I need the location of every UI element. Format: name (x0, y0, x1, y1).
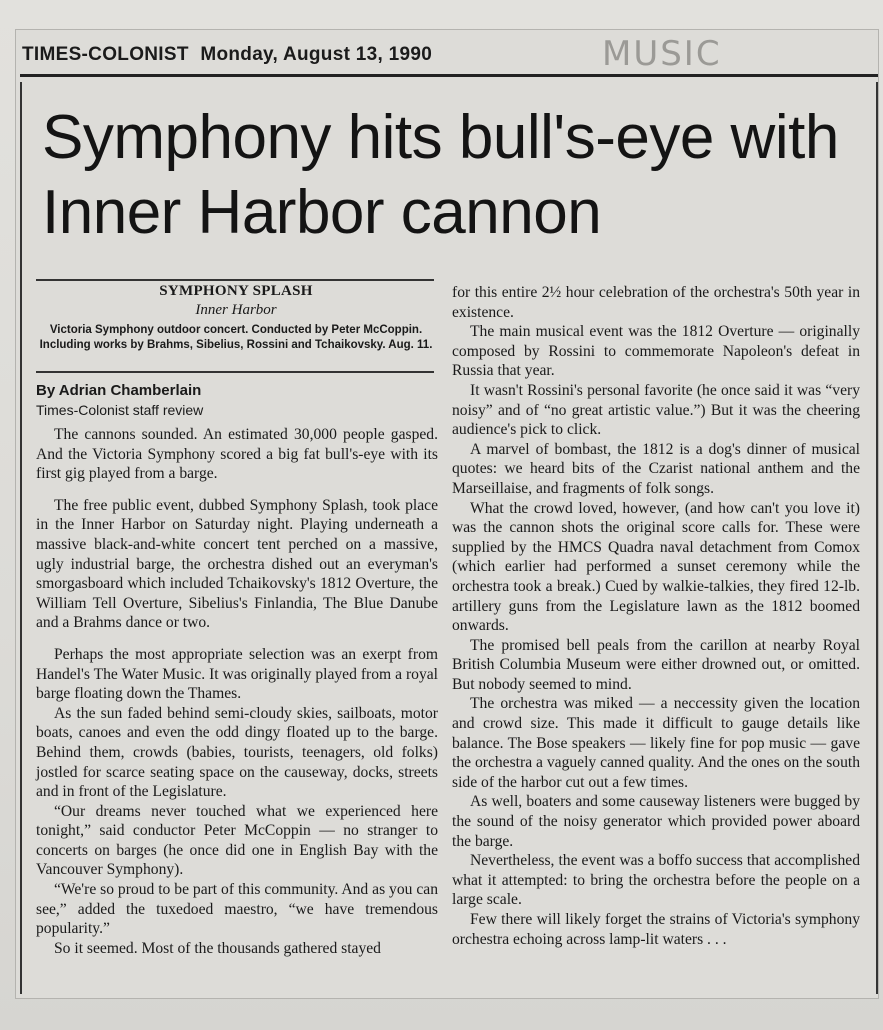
headline: Symphony hits bull's-eye with Inner Harbor cannon (42, 103, 839, 247)
event-description: Victoria Symphony outdoor concert. Conducted by Peter McCoppin. Including works by Brahms, Sibelius, Rossini and Tchaikovsky. Aug. 11. (39, 324, 433, 351)
paragraph: Nevertheless, the event was a boffo success that accomplished what it attempted: to bring the orchestra before the people on a large scale. (452, 852, 860, 909)
event-title: SYMPHONY SPLASH (159, 283, 313, 299)
paragraph: “We're so proud to be part of this community. And as you can see,” added the tuxedoed maestro, “we have tremendous popularity.” (36, 881, 438, 938)
paragraph: Perhaps the most appropriate selection was an exerpt from Handel's The Water Music. It was originally played from a royal barge floating down the Thames. (36, 645, 438, 703)
paragraph: The promised bell peals from the carillon at nearby Royal British Columbia Museum were either drowned out, or omitted. But nobody seemed to mind. (452, 636, 860, 693)
paragraph: So it seemed. Most of the thousands gathered stayed (54, 939, 381, 957)
paragraph: “Our dreams never touched what we experienced here tonight,” said conductor Peter McCoppin — no stranger to concerts on barges (he once did one in English Bay with the Vancouver Symphony). (36, 802, 438, 879)
event-venue: Inner Harbor (195, 302, 277, 318)
paragraph: The free public event, dubbed Symphony Splash, took place in the Inner Harbor on Saturday night. Playing underneath a massive black-and-white concert tent perched on a massive, ugly industrial barge, the orchestra dished out an everyman's smorgasboard which included Tchaikovsky's 1812 Overture, the William Tell Overture, Sibelius's Finlandia, The Blue Danube and a Brahms dance or two. (36, 496, 438, 632)
paragraph: As the sun faded behind semi-cloudy skies, sailboats, motor boats, canoes and even the odd dingy floated up to the barge. Behind them, crowds (babies, tourists, teenagers, old folks) jostled for scarce seating space on the causeway, docks, streets and in front of the Legislature. (36, 704, 438, 801)
paragraph: What the crowd loved, however, (and how can't you love it) was the cannon shots the original score calls for. These were supplied by the HMCS Quadra naval detachment from Comox (which earlier had performed a sunset ceremony while the orchestra took a break.) Cued by walkie-talkies, they fired 12-lb. artillery guns from the Legislature lawn as the 1812 boomed onwards. (452, 499, 860, 635)
paragraph: Few there will likely forget the strains of Victoria's symphony orchestra echoing across lamp-lit waters . . . (452, 911, 860, 948)
byline: By Adrian Chamberlain (36, 382, 202, 399)
infobox-top-rule (36, 279, 434, 281)
byline-credit: Times-Colonist staff review (36, 402, 204, 418)
masthead-rule (20, 74, 878, 77)
infobox-bottom-rule (36, 371, 434, 373)
handwritten-annotation: MUSIC (602, 34, 722, 74)
paragraph: The main musical event was the 1812 Overture — originally composed by Rossini to commemorate Napoleon's defeat in Russia that year. (452, 323, 860, 380)
paragraph: A marvel of bombast, the 1812 is a dog's dinner of musical quotes: we heard bits of the Czarist national anthem and the Marseillaise, and fragments of folk songs. (452, 440, 860, 497)
article-column-2 (452, 283, 860, 949)
publication-date: Monday, August 13, 1990 (200, 44, 433, 65)
masthead (22, 44, 432, 66)
paragraph: The cannons sounded. An estimated 30,000 people gasped. And the Victoria Symphony scored a big fat bull's-eye with its first gig played from a barge. (36, 426, 438, 483)
review-infobox (36, 283, 436, 353)
paragraph: It wasn't Rossini's personal favorite (he once said it was “very noisy” and of “no great artistic value.”) But it was the cheering audience's pick to click. (452, 381, 860, 439)
paragraph: As well, boaters and some causeway listeners were bugged by the sound of the noisy generator which provided power aboard the barge. (452, 793, 860, 850)
paragraph: The orchestra was miked — a neccessity given the location and crowd size. This made it difficult to gauge details like balance. The Bose speakers — likely fine for pop music — gave the orchestra a vaguely canned quality. And the ones on the south side of the harbor cut out a few times. (452, 695, 860, 791)
article-column-1 (36, 425, 438, 958)
paragraph: for this entire 2½ hour celebration of the orchestra's 50th year in existence. (452, 284, 860, 321)
paper-name: TIMES-COLONIST (22, 44, 189, 65)
